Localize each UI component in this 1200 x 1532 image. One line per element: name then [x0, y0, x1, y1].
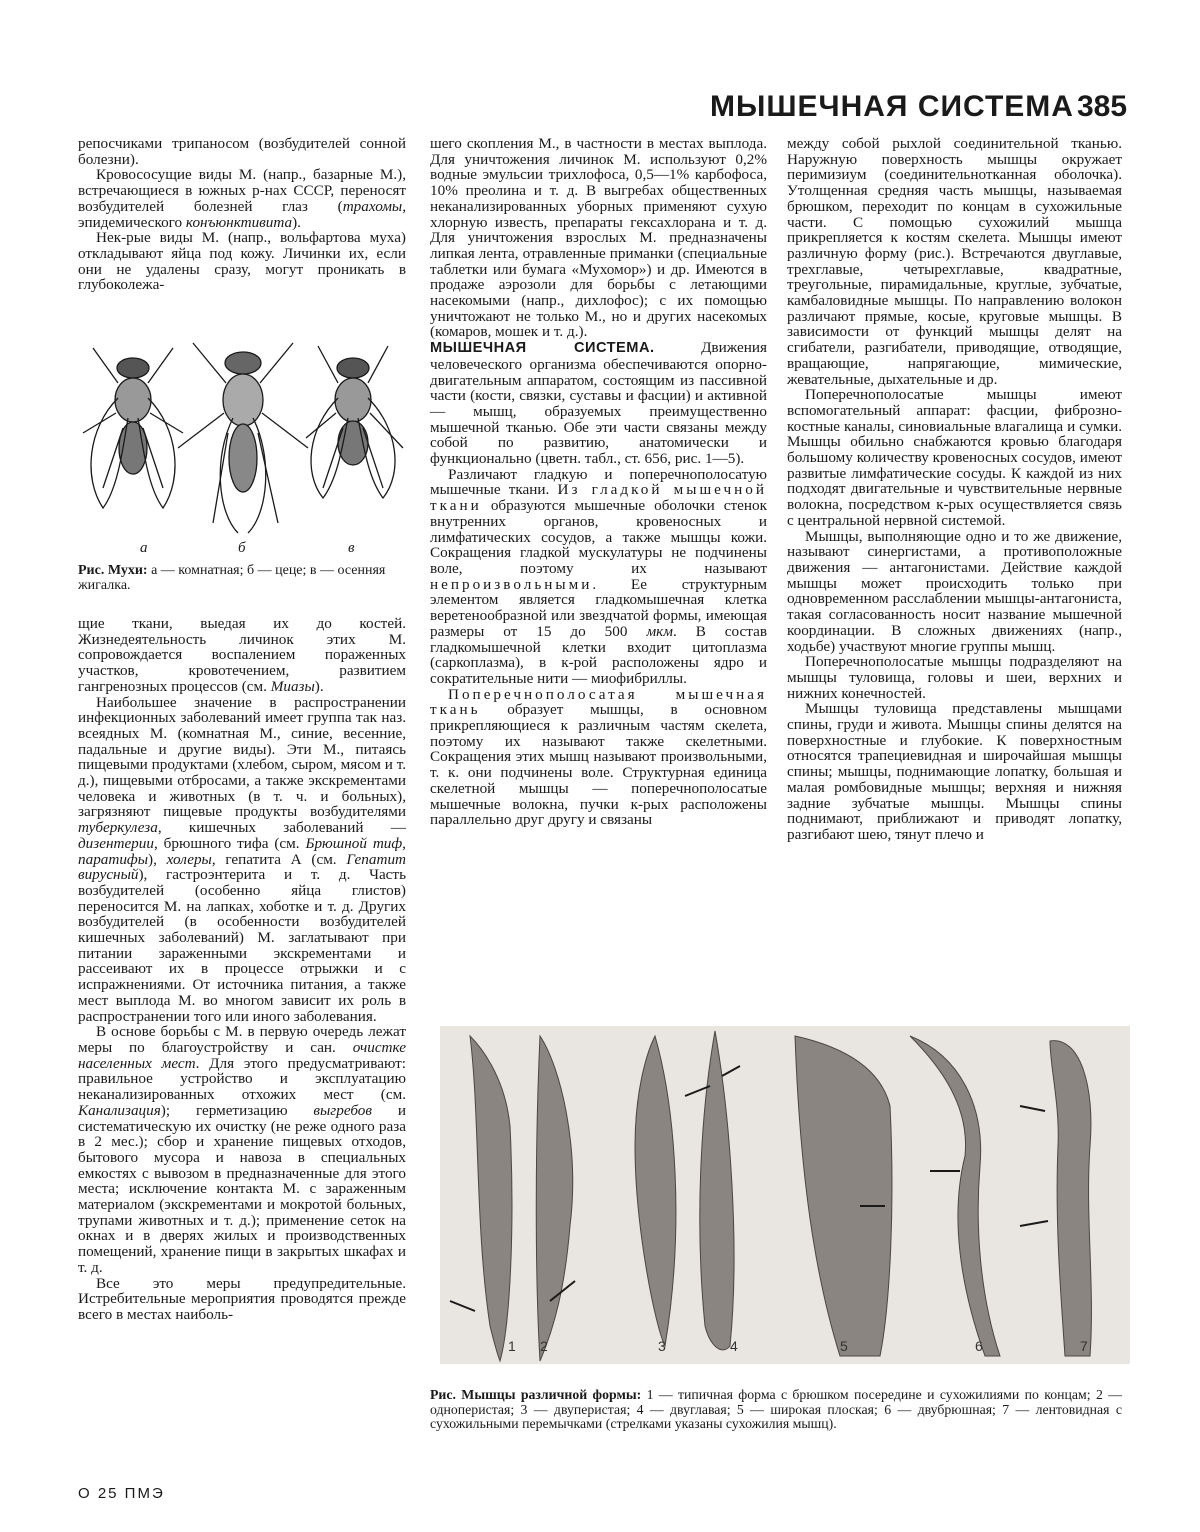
muscle-number-2: 2 — [540, 1338, 548, 1354]
muscles-photo-figure — [440, 1026, 1130, 1364]
muscle-number-3: 3 — [658, 1338, 666, 1354]
figure-label-a: а — [140, 540, 148, 556]
paragraph: Мышцы, выполняющие одно и то же движение, называют синергистами, а противоположные движения — антагонистами. Действие каждой мышцы может происходить только при одновременном расслаблении мышцы-антагониста, такая согласованность носит название мышечной координации. В сложных движениях (напр., ходьбе) участвуют многие группы мышц. — [787, 527, 1122, 655]
figure-label-c: в — [348, 540, 355, 556]
article-start: МЫШЕЧНАЯ СИСТЕМА. Движения человеческого организма обеспечиваются опорно-двигательным аппаратом, состоящим из пассивной части (кости, связки, суставы и фасции) и активной — мышц, образуемых преимущественно мышечной тканью. Обе эти части связаны между собой по развитию, анатомически и функционально (цветн. табл., ст. 656, рис. 1—5). — [430, 339, 767, 468]
column-1-top — [78, 136, 406, 326]
column-3 — [787, 135, 1122, 843]
muscle-number-7: 7 — [1080, 1338, 1088, 1354]
page-header-title: МЫШЕЧНАЯ СИСТЕМА — [710, 90, 1074, 123]
paragraph: Поперечнополосатая мышечная ткань образует мышцы, в основном прикрепляющиеся к различным частям скелета, поэтому их называют также скелетными. Сокращения этих мышц называют произвольными, т. к. они подчинены воле. Структурная единица скелетной мышцы — поперечнополосатые мышечные волокна, пучки к-рых расположены параллельно друг другу и связаны — [430, 685, 767, 829]
fly-b-drawing — [178, 343, 308, 533]
paragraph: Нек-рые виды М. (напр., вольфартова муха) откладывают яйца под кожу. Личинки их, если они не удалены сразу, могут проникать в глубоколежа- — [78, 229, 406, 294]
muscle-number-5: 5 — [840, 1338, 848, 1354]
paragraph: шего скопления М., в частности в местах выплода. Для уничтожения личинок М. используют 0,2% водные эмульсии трихлофоса, 0,5—1% карбофоса, 10% преолина и т. д. В выгребах общественных неканализированных уборных применяют сухую хлорную известь, препараты гексахлорана и т. д. Для уничтожения взрослых М. предназначены липкая лента, отравленные приманки (специальные таблетки или бумага «Мухомор») и др. Имеются в продаже аэрозоли для борьбы с летающими насекомыми (напр., дихлофос); с их помощью уничтожают не только М., но и других насекомых (комаров, мошек и т. д.). — [430, 135, 767, 341]
flies-figure-caption: Рис. Мухи: а — комнатная; б — цеце; в — осенняя жигалка. — [78, 563, 386, 593]
paragraph: Поперечнополосатые мышцы подразделяют на мышцы туловища, головы и шеи, верхних и нижних конечностей. — [787, 653, 1122, 702]
page-number: 385 — [1077, 90, 1128, 123]
paragraph: Кровососущие виды М. (напр., базарные М.), встречающиеся в южных р-нах СССР, переносят возбудителей болезней глаз (трахомы, эпидемического конъюнктивита). — [78, 166, 406, 231]
muscle-number-1: 1 — [508, 1338, 516, 1354]
column-2 — [430, 135, 767, 829]
muscle-number-6: 6 — [975, 1338, 983, 1354]
paragraph: репосчиками трипаносом (возбудителей сонной болезни). — [78, 135, 406, 168]
column-1-bottom — [78, 616, 406, 1456]
paragraph: Все это меры предупредительные. Истребительные мероприятия проводятся прежде всего в местах наиболь- — [78, 1274, 406, 1323]
paragraph: щие ткани, выедая их до костей. Жизнедеятельность личинок этих М. сопровождается воспалением пораженных участков, кровотечением, развитием гангренозных процессов (см. Миазы). — [78, 615, 406, 695]
fly-a-drawing — [83, 348, 183, 508]
paragraph: Наибольшее значение в распространении инфекционных заболеваний имеет группа так наз. всеядных М. (комнатная М., синие, весенние, падальные и другие виды). Эти М., питаясь пищевыми продуктами (хлебом, сыром, мясом и т. д.), пищевыми отбросами, а также экскрементами человека и животных (в т. ч. и больных), загрязняют пищевые продукты возбудителями туберкулеза, кишечных заболеваний — дизентерии, брюшного тифа (см. Брюшной тиф, паратифы), холеры, гепатита А (см. Гепатит вирусный), гастроэнтерита и т. д. Часть возбудителей (особенно яйца глистов) переносится М. на лапках, хоботке и т. д. Других возбудителей (в особенности возбудителей кишечных заболеваний) М. заглатывают при питании зараженными экскрементами и рассеивают их в процессе отрыжки и с испражнениями. От источника питания, а также мест выплода М. во многом зависит их роль в распространении того или иного заболевания. — [78, 693, 407, 1025]
paragraph: между собой рыхлой соединительной тканью. Наружную поверхность мышцы окружает перимизиум (соединительнотканная оболочка). Утолщенная средняя часть мышцы, называемая брюшком, переходит по концам в сухожильные части. С помощью сухожилий мышца прикрепляется к костям скелета. Мышцы имеют различную форму (рис.). Встречаются двуглавые, трехглавые, четырехглавые, квадратные, треугольные, пирамидальные, круглые, зубчатые, камбаловидные мышцы. По направлению волокон различают прямые, косые, круговые мышцы. В зависимости от функций мышцы делят на сгибатели, разгибатели, приводящие, отводящие, вращающие, напрягающие, мимические, жевательные, дыхательные и др. — [787, 135, 1122, 388]
paragraph: Поперечнополосатые мышцы имеют вспомогательный аппарат: фасции, фиброзно-костные каналы, синовиальные влагалища и сумки. Мышцы обильно снабжаются кровью благодаря большому количеству кровеносных сосудов, имеют развитые лимфатические сосуды. К каждой из них подходят двигательные и чувствительные нервные волокна, посредством к-рых осуществляется связь с центральной нервной системой. — [787, 386, 1122, 529]
page-footer-signature: О 25 ПМЭ — [78, 1485, 165, 1502]
fly-c-drawing — [306, 346, 403, 498]
flies-illustration — [78, 338, 408, 558]
article-term: МЫШЕЧНАЯ СИСТЕМА. — [430, 340, 655, 357]
paragraph: В основе борьбы с М. в первую очередь лежат меры по благоустройству и сан. очистке населенных мест. Для этого предусматривают: правильное устройство и эксплуатацию неканализированных отхожих мест (см. Канализация); герметизацию выгребов и систематическую их очистку (не реже одного раза в 2 мес.); сбор и хранение пищевых отходов, бытового мусора и навоза в специальных емкостях с вывозом в предназначенные для этого места; исключение контакта М. с зараженным материалом (экскрементами и мокротой больных, трупами животных и т. д.); применение сеток на окнах и в дверях жилых и производственных помещений, хранение пищи в закрытых шкафах и т. д. — [78, 1023, 407, 1276]
figure-label-b: б — [238, 540, 246, 556]
paragraph: Мышцы туловища представлены мышцами спины, груди и живота. Мышцы спины делятся на поверхностные и глубокие. К поверхностным относятся трапециевидная и широчайшая мышцы спины; мышцы, поднимающие лопатку, большая и малая ромбовидные мышцы; верхняя и нижняя задние зубчатые мышцы. Мышцы спины поднимают, приближают и приводят лопатку, разгибают шею, тянут плечо и — [787, 700, 1122, 843]
muscle-number-4: 4 — [730, 1338, 738, 1354]
paragraph: Различают гладкую и поперечнополосатую мышечные ткани. Из гладкой мышечной ткани образуются мышечные оболочки стенок внутренних органов, кровеносных и лимфатических сосудов, а также мышцы кожи. Сокращения гладкой мускулатуры не подчинены воле, поэтому их называют непроизвольными. Ее структурным элементом является гладкомышечная клетка веретенообразной или звездчатой формы, имеющая размеры от 15 до 500 мкм. В состав гладкомышечной клетки входит цитоплазма (саркоплазма), в к-рой расположены ядро и сократительные нити — миофибриллы. — [430, 465, 767, 687]
muscles-figure-caption: Рис. Мышцы различной формы: 1 — типичная форма с брюшком посередине и сухожилиями по концам; 2 — одноперистая; 3 — двуперистая; 4 — двуглавая; 5 — широкая плоская; 6 — двубрюшная; 7 — лентовидная с сухожильными перемычками (стрелками указаны сухожилия мышц). — [430, 1387, 1122, 1432]
